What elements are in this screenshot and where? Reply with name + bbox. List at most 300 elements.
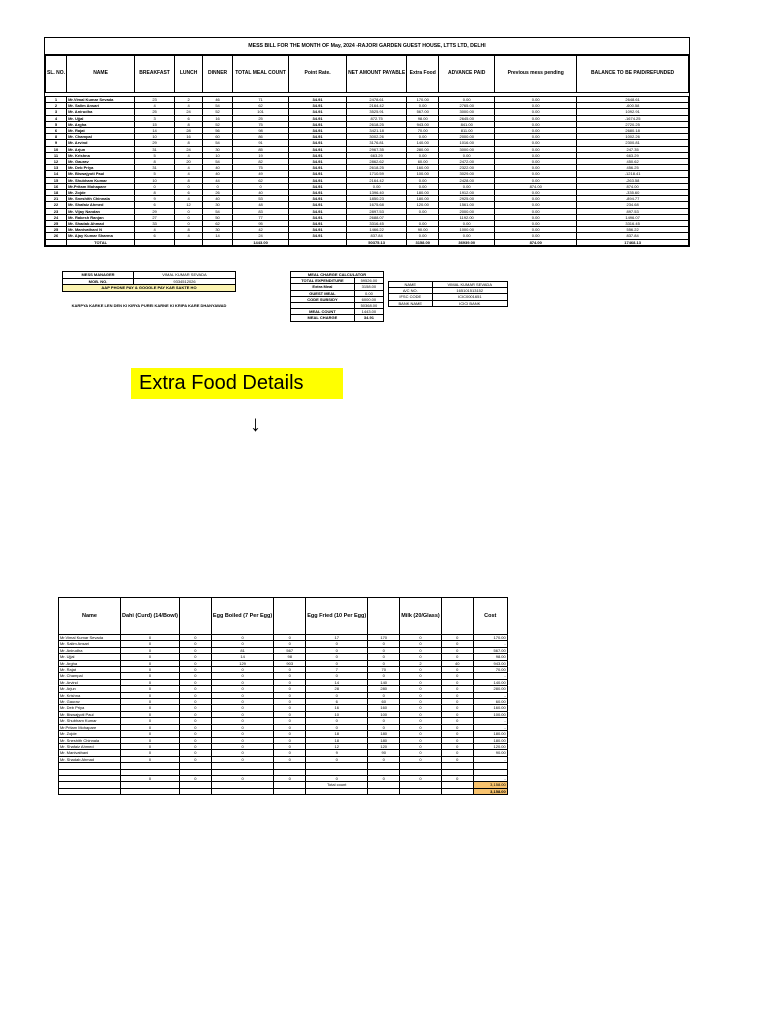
extra-cell: 0: [121, 718, 180, 724]
table-cell: 25: [46, 221, 67, 227]
extra-cell: 0: [179, 660, 211, 666]
extra-cell: 90: [368, 750, 400, 756]
extra-cell: 0: [441, 654, 473, 660]
extra-cell: 0: [368, 660, 400, 666]
table-cell: 837.84: [577, 233, 689, 239]
table-cell: 18: [46, 190, 67, 196]
extra-cell: 18: [306, 737, 368, 743]
table-cell: 4: [175, 171, 203, 177]
extra-cell: Mr.Pritam Mohapare: [59, 724, 121, 730]
payment-apps-note: AAP PHONE PAY & GOOGLE PAY KAR SAKTE HO: [63, 285, 236, 292]
extra-cell: 0: [274, 737, 306, 743]
column-header: NET AMOUNT PAYABLE: [347, 56, 407, 93]
extra-cell: 180.00: [473, 737, 507, 743]
extra-cell: 0: [306, 654, 368, 660]
total-cell: 36939.00: [439, 239, 495, 245]
table-cell: 180.00: [407, 190, 439, 196]
table-cell: 54: [203, 208, 233, 214]
extra-cell: 0: [121, 705, 180, 711]
table-cell: 8: [175, 140, 203, 146]
extra-cell: 0: [211, 679, 273, 685]
table-cell: 44: [203, 177, 233, 183]
extra-cell: 0: [441, 737, 473, 743]
table-cell: 1850.23: [347, 196, 407, 202]
extra-cell: 180.00: [473, 731, 507, 737]
table-cell: 20: [175, 159, 203, 165]
table-cell: Mr. Argha: [67, 121, 135, 127]
extra-cell: 0: [179, 679, 211, 685]
table-cell: -894.77: [577, 196, 689, 202]
calculator-label: TOTAL EXPENDITURE: [291, 278, 355, 284]
extra-cell: 0: [121, 775, 180, 781]
extra-cell: 0: [179, 724, 211, 730]
extra-cell: 0: [441, 750, 473, 756]
extra-cell: 0: [400, 724, 442, 730]
table-cell: 40: [203, 171, 233, 177]
table-cell: 100.00: [407, 171, 439, 177]
table-cell: 8: [175, 121, 203, 127]
extra-cell: 0: [306, 660, 368, 666]
extra-cell: 0: [441, 647, 473, 653]
extra-total-value: 3,158.00: [473, 782, 507, 788]
extra-cell: 0: [179, 699, 211, 705]
extra-cell: 0: [274, 699, 306, 705]
extra-cell: 81: [211, 647, 273, 653]
table-cell: 874.00: [577, 183, 689, 189]
extra-cell: -: [473, 718, 507, 724]
table-cell: Mr. Biswajyoti Paul: [67, 171, 135, 177]
extra-cell: Mr. Argha: [59, 660, 121, 666]
extra-cell: 0: [441, 679, 473, 685]
table-cell: 27: [135, 214, 175, 220]
table-cell: 40: [233, 190, 289, 196]
table-cell: 48: [233, 202, 289, 208]
table-cell: 4: [135, 227, 175, 233]
table-cell: 3029.00: [439, 171, 495, 177]
calculator-value: 3158.00: [354, 284, 383, 290]
extra-cell: 0: [274, 731, 306, 737]
table-cell: 60: [203, 134, 233, 140]
table-cell: 1016.00: [439, 140, 495, 146]
extra-cell: 0: [211, 705, 273, 711]
table-cell: 0.00: [495, 196, 577, 202]
table-cell: 943.00: [407, 121, 439, 127]
extra-cell: 0: [400, 635, 442, 641]
extra-cell: -: [473, 641, 507, 647]
table-cell: 0.00: [407, 208, 439, 214]
table-cell: 2: [46, 103, 67, 109]
table-cell: 34.91: [289, 140, 347, 146]
extra-cell: Mr. Zojde: [59, 731, 121, 737]
extra-total-label: Total count: [306, 782, 368, 788]
table-cell: 34.91: [289, 208, 347, 214]
table-cell: 52: [203, 121, 233, 127]
table-cell: 26: [203, 190, 233, 196]
table-cell: 49: [233, 171, 289, 177]
table-cell: 11: [46, 152, 67, 158]
table-cell: 10: [135, 134, 175, 140]
table-cell: 0.00: [495, 159, 577, 165]
extra-cell: 0: [274, 724, 306, 730]
extra-cell: 0: [400, 705, 442, 711]
table-cell: 0.00: [495, 121, 577, 127]
table-cell: 34.91: [289, 97, 347, 103]
table-cell: 2967.35: [347, 146, 407, 152]
table-cell: 0: [175, 208, 203, 214]
table-cell: 24: [46, 214, 67, 220]
extra-cell: Mr. Salim Ansari: [59, 641, 121, 647]
table-cell: 19: [233, 152, 289, 158]
extra-cell: 0: [441, 756, 473, 762]
extra-cell: 0: [441, 686, 473, 692]
request-note: KARPYA KARKE LEN DEN KI KIRYA PUREI KARNE KI KRIPA KARE DHANYAWAD: [71, 303, 227, 308]
extra-column-header: [441, 598, 473, 635]
extra-cell: 60: [368, 699, 400, 705]
table-cell: 2645.00: [439, 115, 495, 121]
table-cell: Mr. Vijay Nandan: [67, 208, 135, 214]
extra-cell: 0: [179, 775, 211, 781]
extra-cell: Mr. Deb Priya: [59, 705, 121, 711]
table-cell: 0.00: [495, 109, 577, 115]
table-cell: 0.00: [407, 152, 439, 158]
column-header: BREAKFAST: [135, 56, 175, 93]
table-cell: 2472.00: [439, 159, 495, 165]
calculator-label: MEAL CHARGE: [291, 315, 355, 321]
table-cell: 13: [46, 165, 67, 171]
table-cell: 62: [203, 221, 233, 227]
table-cell: Mr.Vimal Kumar Sevada: [67, 97, 135, 103]
total-cell: TOTAL: [67, 239, 135, 245]
bank-label: NAME: [389, 282, 433, 288]
table-cell: 0: [135, 183, 175, 189]
extra-cell: 0: [179, 635, 211, 641]
extra-cell: 60.00: [473, 699, 507, 705]
table-cell: 34.91: [289, 202, 347, 208]
table-cell: 14: [135, 128, 175, 134]
table-cell: 567.00: [407, 109, 439, 115]
column-header: DINNER: [203, 56, 233, 93]
table-cell: 3: [46, 109, 67, 115]
table-cell: 1561.00: [439, 202, 495, 208]
extra-cell: 0: [179, 641, 211, 647]
meal-charge-calculator: [290, 271, 384, 322]
extra-cell: 0: [211, 724, 273, 730]
table-cell: 2164.42: [347, 177, 407, 183]
table-cell: 34.91: [289, 121, 347, 127]
table-cell: 3316.45: [347, 221, 407, 227]
table-cell: 53: [233, 196, 289, 202]
table-cell: 234.68: [577, 202, 689, 208]
extra-cell: 0: [211, 731, 273, 737]
extra-cell: 0: [179, 647, 211, 653]
table-cell: 0.00: [495, 214, 577, 220]
extra-cell: 0: [274, 756, 306, 762]
table-cell: 14: [203, 233, 233, 239]
calculator-value: 34.91: [354, 315, 383, 321]
table-cell: 101: [233, 109, 289, 115]
extra-cell: 0: [441, 731, 473, 737]
extra-cell: 0: [400, 692, 442, 698]
extra-cell: 0: [400, 737, 442, 743]
mess-bill-sheet: [44, 37, 690, 247]
table-cell: 0.00: [495, 115, 577, 121]
extra-cell: 0: [368, 724, 400, 730]
table-cell: 91: [233, 140, 289, 146]
extra-cell: 100.00: [473, 711, 507, 717]
calculator-label: Extra Meal: [291, 284, 355, 290]
extra-cell: 0: [179, 673, 211, 679]
table-cell: 54: [203, 103, 233, 109]
extra-cell: 98.00: [473, 654, 507, 660]
table-cell: 0.00: [495, 103, 577, 109]
table-cell: 90.00: [407, 227, 439, 233]
table-cell: 0.00: [495, 171, 577, 177]
table-cell: 12: [46, 159, 67, 165]
table-cell: 0: [203, 183, 233, 189]
extra-cell: 0: [368, 692, 400, 698]
extra-grand-total-row: [59, 788, 508, 794]
table-cell: 1710.59: [347, 171, 407, 177]
table-cell: 1192.00: [439, 214, 495, 220]
extra-cell: 943.00: [473, 660, 507, 666]
table-cell: 34.91: [289, 128, 347, 134]
extra-cell: 0: [274, 705, 306, 711]
table-cell: 8: [135, 159, 175, 165]
table-cell: 23: [46, 208, 67, 214]
table-cell: 29: [135, 140, 175, 146]
extra-cell: 0: [441, 705, 473, 711]
table-cell: 0.00: [439, 221, 495, 227]
extra-cell: 0: [211, 635, 273, 641]
table-cell: 23: [135, 97, 175, 103]
extra-cell: 0: [179, 750, 211, 756]
extra-cell: 0: [179, 743, 211, 749]
table-cell: 42: [233, 227, 289, 233]
extra-food-table: [58, 597, 508, 795]
extra-cell: 0: [211, 641, 273, 647]
table-cell: 8: [135, 190, 175, 196]
extra-cell: 0: [179, 731, 211, 737]
table-cell: Mr. Rakesh Ranjan: [67, 214, 135, 220]
table-cell: 40: [203, 196, 233, 202]
table-cell: 4: [175, 233, 203, 239]
table-cell: 34.91: [289, 227, 347, 233]
table-cell: Mr. Salim Ansari: [67, 103, 135, 109]
table-cell: 0.00: [347, 183, 407, 189]
table-cell: -1218.41: [577, 171, 689, 177]
table-cell: 15: [46, 177, 67, 183]
table-cell: 2618.25: [347, 165, 407, 171]
table-cell: -335.60: [577, 190, 689, 196]
table-cell: 85: [233, 146, 289, 152]
table-cell: 663.29: [577, 152, 689, 158]
table-cell: Mr. Champal: [67, 134, 135, 140]
extra-cell: Mr. Shubham Kumar: [59, 718, 121, 724]
extra-cell: 567.00: [473, 647, 507, 653]
extra-cell: Mr. Krishna: [59, 692, 121, 698]
extra-cell: 0: [121, 750, 180, 756]
table-cell: 4: [135, 103, 175, 109]
extra-cell: Mr. Shadab Ahmad: [59, 756, 121, 762]
extra-cell: 0: [179, 686, 211, 692]
table-cell: -1674.25: [577, 115, 689, 121]
extra-cell: 0: [441, 667, 473, 673]
table-cell: 2897.53: [347, 208, 407, 214]
table-cell: 0.00: [439, 183, 495, 189]
table-cell: 8: [46, 134, 67, 140]
table-cell: 1002.26: [577, 134, 689, 140]
table-cell: 0.00: [495, 146, 577, 152]
table-cell: 6: [175, 115, 203, 121]
extra-cell: 0: [211, 756, 273, 762]
table-cell: 34.91: [289, 177, 347, 183]
extra-cell: 0: [121, 692, 180, 698]
extra-cell: 0: [400, 699, 442, 705]
extra-cell: 180: [368, 731, 400, 737]
extra-cell: 0: [274, 667, 306, 673]
extra-cell: 12: [306, 743, 368, 749]
table-cell: 75: [233, 165, 289, 171]
extra-cell: 160: [368, 705, 400, 711]
table-cell: 62: [233, 103, 289, 109]
extra-cell: 0: [441, 775, 473, 781]
table-cell: 10: [203, 152, 233, 158]
extra-cell: 16: [306, 705, 368, 711]
table-cell: 2925.00: [439, 196, 495, 202]
table-cell: 2000.00: [439, 208, 495, 214]
extra-cell: 0: [441, 724, 473, 730]
table-cell: 247.35: [577, 146, 689, 152]
extra-cell: 0: [121, 711, 180, 717]
table-cell: 34.91: [289, 190, 347, 196]
table-cell: 60.00: [407, 159, 439, 165]
table-cell: 0.00: [407, 221, 439, 227]
table-cell: 0.00: [407, 183, 439, 189]
table-cell: 9: [46, 140, 67, 146]
table-cell: 34.91: [289, 171, 347, 177]
table-cell: 0.00: [495, 177, 577, 183]
table-cell: 29: [135, 208, 175, 214]
table-cell: 3176.81: [347, 140, 407, 146]
table-cell: 22: [46, 202, 67, 208]
table-cell: 0.00: [495, 97, 577, 103]
extra-cell: 0: [400, 718, 442, 724]
extra-cell: 0: [274, 711, 306, 717]
table-cell: 12: [175, 202, 203, 208]
table-cell: 34.91: [289, 152, 347, 158]
table-cell: 30: [203, 227, 233, 233]
extra-cell: 0: [441, 641, 473, 647]
table-cell: 3000.00: [439, 146, 495, 152]
table-cell: 2164.42: [347, 103, 407, 109]
table-cell: 2478.61: [347, 97, 407, 103]
extra-cell: 17: [306, 635, 368, 641]
extra-cell: 0: [441, 711, 473, 717]
table-cell: 1466.22: [347, 227, 407, 233]
table-cell: 1: [46, 97, 67, 103]
bank-value: 165101513152: [432, 288, 507, 294]
table-cell: 8: [175, 227, 203, 233]
extra-cell: 0: [441, 635, 473, 641]
table-cell: 8: [175, 177, 203, 183]
table-cell: 4: [175, 152, 203, 158]
extra-cell: 280.00: [473, 686, 507, 692]
table-cell: 34.91: [289, 183, 347, 189]
table-cell: 456.25: [577, 165, 689, 171]
extra-cell: -: [473, 673, 507, 679]
extra-cell: 7: [306, 667, 368, 673]
table-cell: 28: [175, 128, 203, 134]
calculator-value: 59526.00: [354, 278, 383, 284]
table-cell: 40: [203, 165, 233, 171]
column-header: LUNCH: [175, 56, 203, 93]
extra-cell: 0: [274, 692, 306, 698]
table-cell: Mr. Gaurav: [67, 159, 135, 165]
extra-cell: 0: [441, 699, 473, 705]
extra-cell: 120: [368, 743, 400, 749]
extra-cell: 0: [211, 686, 273, 692]
table-cell: Mr. Krishna: [67, 152, 135, 158]
calculator-value: 6000.00: [354, 296, 383, 302]
extra-cell: 6: [306, 699, 368, 705]
extra-cell: -: [473, 692, 507, 698]
table-cell: 0.00: [495, 233, 577, 239]
extra-cell: 0: [368, 647, 400, 653]
extra-cell: 903: [274, 660, 306, 666]
extra-cell: Mr. Sneshith Chinnala: [59, 737, 121, 743]
table-cell: Mr. Shafaiz Ahmed: [67, 202, 135, 208]
table-cell: 83: [233, 208, 289, 214]
extra-cell: Mr. Arvind: [59, 679, 121, 685]
table-cell: 0.00: [407, 177, 439, 183]
bank-value: ICIC0001651: [432, 294, 507, 300]
extra-cell: 14: [211, 654, 273, 660]
extra-cell: 18: [306, 731, 368, 737]
table-cell: 0.00: [439, 233, 495, 239]
extra-column-header: Egg Boiled (7 Per Egg): [211, 598, 273, 635]
extra-cell: 0: [179, 756, 211, 762]
manager-name: VIMAL KUMAR SEVADA: [134, 272, 236, 279]
extra-cell: 0: [121, 679, 180, 685]
table-cell: 1396.40: [347, 190, 407, 196]
extra-cell: 98: [274, 654, 306, 660]
extra-cell: 0: [121, 743, 180, 749]
table-cell: 837.84: [347, 233, 407, 239]
table-cell: 556.22: [577, 227, 689, 233]
summary-section: [62, 271, 692, 335]
table-cell: 6: [175, 190, 203, 196]
extra-cell: 0: [441, 692, 473, 698]
extra-cell: -: [473, 756, 507, 762]
manager-table: [62, 271, 236, 292]
table-cell: 0.00: [407, 103, 439, 109]
extra-food-heading: Extra Food Details: [131, 368, 343, 399]
table-cell: 0: [233, 183, 289, 189]
table-cell: 6: [135, 202, 175, 208]
table-cell: 0.00: [439, 152, 495, 158]
extra-column-header: Egg Fried (10 Per Egg): [306, 598, 368, 635]
bank-value: ICICI BANK: [432, 300, 507, 306]
table-cell: 3421.18: [347, 128, 407, 134]
extra-cell: 0: [121, 647, 180, 653]
extra-cell: 0: [400, 641, 442, 647]
table-cell: 0.00: [495, 134, 577, 140]
extra-cell: 0: [179, 718, 211, 724]
table-cell: 450.62: [577, 159, 689, 165]
extra-cell: 0: [400, 647, 442, 653]
bank-label: A/C NO.: [389, 288, 433, 294]
extra-cell: 9: [306, 750, 368, 756]
